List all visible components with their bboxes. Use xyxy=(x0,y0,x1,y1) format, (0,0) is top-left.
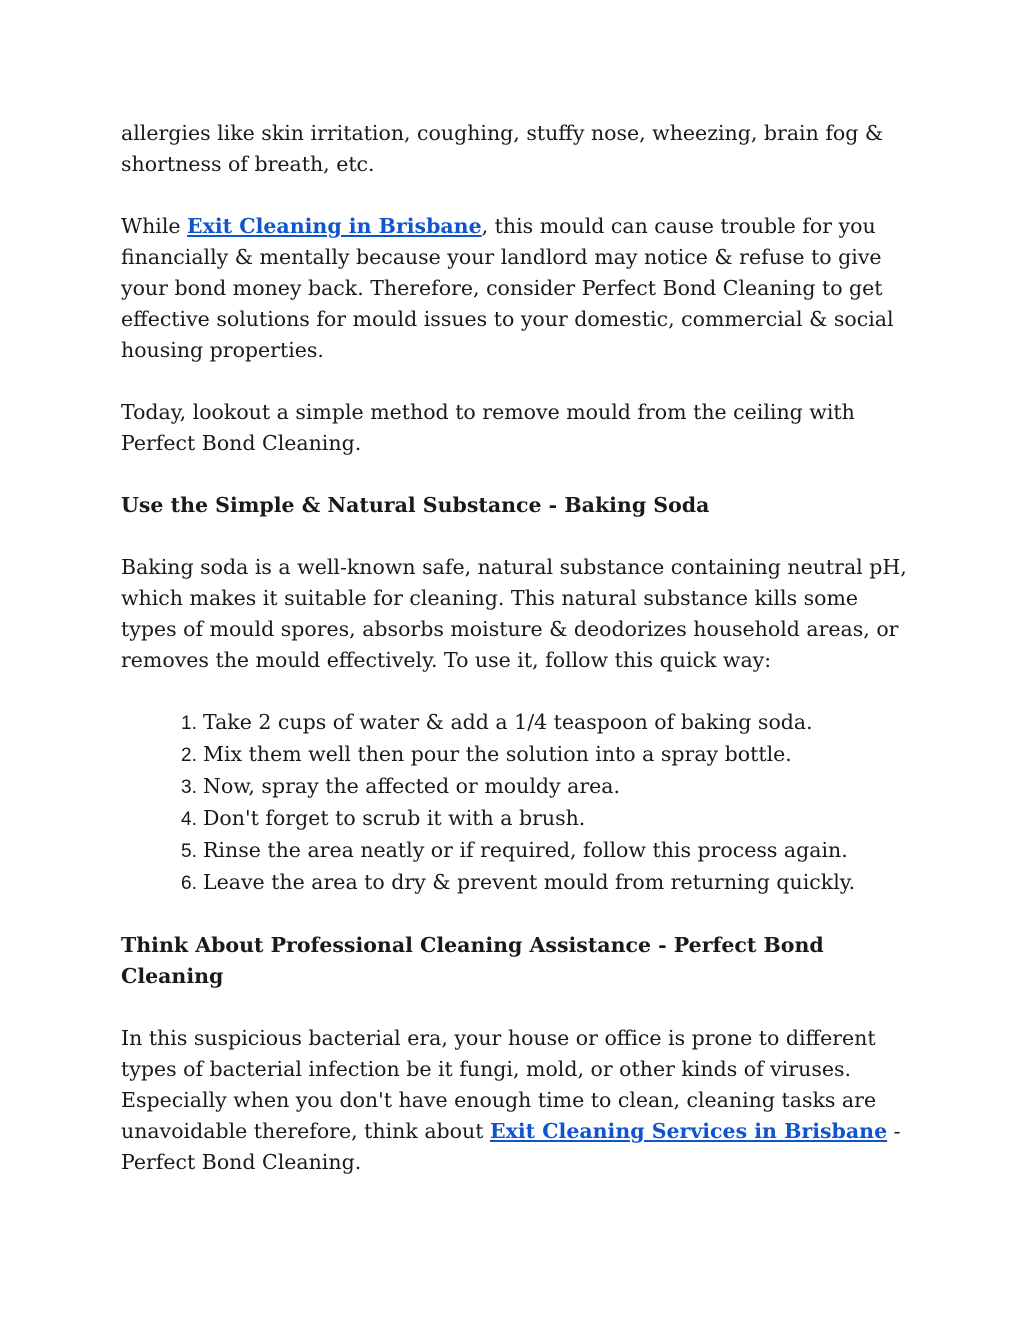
list-item xyxy=(181,835,911,867)
list-item xyxy=(181,707,911,739)
list-item-text: Don't forget to scrub it with a brush. xyxy=(203,806,586,830)
paragraph-professional-cleaning xyxy=(121,1023,911,1178)
paragraph-baking-soda-intro: Baking soda is a well-known safe, natural substance containing neutral pH, which makes it suitable for cleaning. This natural substance kills some types of mould spores, absorbs moisture & deodorizes household areas, or removes the mould effectively. To use it, follow this quick way: xyxy=(121,555,907,672)
list-item-number: 6. xyxy=(181,873,197,894)
list-item-number: 3. xyxy=(181,777,197,798)
paragraph-today: Today, lookout a simple method to remove mould from the ceiling with Perfect Bond Cleaning. xyxy=(121,400,855,455)
document-page xyxy=(121,118,911,1209)
list-item xyxy=(181,803,911,835)
heading-professional-cleaning: Think About Professional Cleaning Assistance - Perfect Bond Cleaning xyxy=(121,933,824,988)
paragraph-text: - Perfect Bond Cleaning. xyxy=(121,1119,901,1174)
steps-list xyxy=(121,707,911,899)
list-item-number: 1. xyxy=(181,713,197,734)
paragraph-allergies: allergies like skin irritation, coughing, stuffy nose, wheezing, brain fog & shortness of breath, etc. xyxy=(121,121,884,176)
list-item-text: Rinse the area neatly or if required, follow this process again. xyxy=(203,838,848,862)
list-item-text: Now, spray the affected or mouldy area. xyxy=(203,774,620,798)
paragraph-text: , this mould can cause trouble for you financially & mentally because your landlord may notice & refuse to give your bond money back. Therefore, consider Perfect Bond Cleaning to get effective solutions for mould issues to your domestic, commercial & social housing properties. xyxy=(121,214,894,362)
heading-baking-soda: Use the Simple & Natural Substance - Baking Soda xyxy=(121,493,710,517)
list-item-text: Mix them well then pour the solution into a spray bottle. xyxy=(203,742,792,766)
paragraph-exit-cleaning xyxy=(121,211,911,366)
list-item-number: 4. xyxy=(181,809,197,830)
list-item xyxy=(181,867,911,899)
exit-cleaning-brisbane-link[interactable]: Exit Cleaning in Brisbane xyxy=(187,214,482,238)
list-item xyxy=(181,739,911,771)
list-item-text: Take 2 cups of water & add a 1/4 teaspoon of baking soda. xyxy=(203,710,813,734)
exit-cleaning-services-brisbane-link[interactable]: Exit Cleaning Services in Brisbane xyxy=(489,1119,888,1143)
list-item-text: Leave the area to dry & prevent mould from returning quickly. xyxy=(203,870,856,894)
list-item-number: 2. xyxy=(181,745,197,766)
list-item-number: 5. xyxy=(181,841,197,862)
list-item xyxy=(181,771,911,803)
paragraph-text: In this suspicious bacterial era, your house or office is prone to different types of bacterial infection be it fungi, mold, or other kinds of viruses. Especially when you don't have enough time to clean, cleaning tasks are unavoidable therefore, think about xyxy=(121,1026,877,1143)
paragraph-text: While xyxy=(121,214,188,238)
